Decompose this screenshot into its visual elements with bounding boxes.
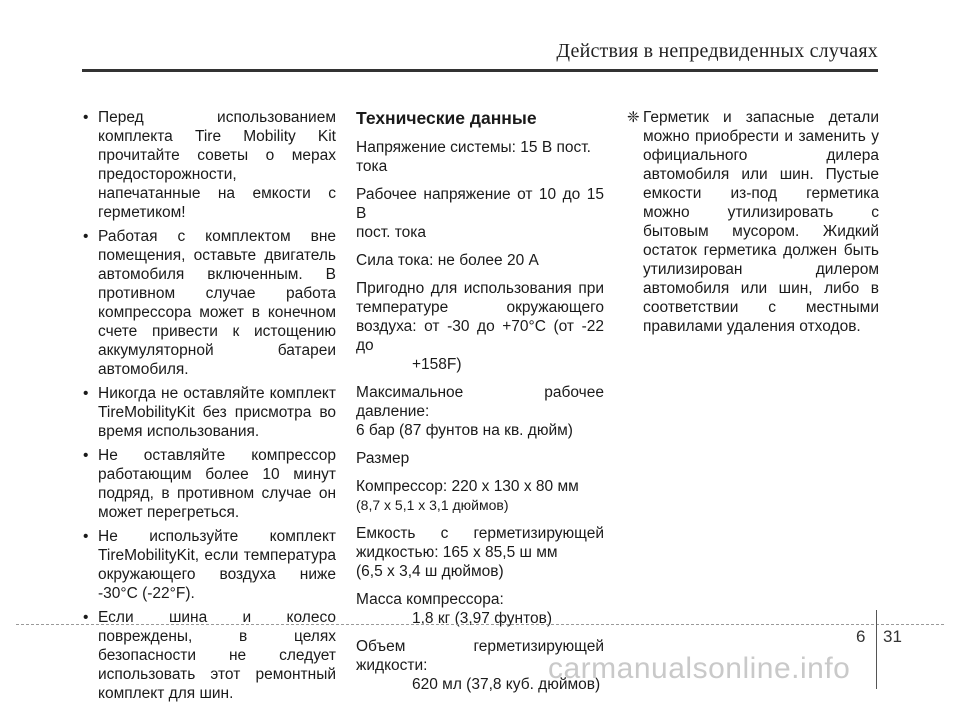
bullet-icon: • [83, 447, 89, 464]
list-item: • Работая с комплектом вне помещения, оставьте двигатель автомобиля включенным. В противном случае работа компрессора может в конечном счете привести к истощению аккумуляторной батареи автомобиля. [83, 228, 336, 378]
note-mark-icon: ❈ [627, 109, 640, 126]
spec-system-voltage: Напряжение системы: 15 В пост. тока [356, 139, 591, 175]
chapter-number: 6 [856, 627, 866, 646]
footer-rule [16, 624, 944, 625]
page-header-title: Действия в непредвиденных случаях [556, 40, 878, 62]
spec-compressor-size: Компрессор: 220 x 130 x 80 мм (8,7 x 5,1 x 3,1 дюймов) [356, 478, 579, 513]
bullet-icon: • [83, 528, 89, 545]
note-text: Герметик и запасные детали можно приобрести и заменить у официального дилера автомобиля или шин. Пустые емкости из-под герметика можно утилизировать с бытовым мусором. Жидкий остаток герметика должен быть утилизирован дилером автомобиля или шин, либо в соответствии с местными правилами удаления отходов. [643, 109, 879, 335]
right-column [627, 108, 879, 336]
page-number: 31 [883, 627, 902, 646]
bullet-icon: • [83, 609, 89, 626]
list-item: • Не используйте комплект TireMobilityKit, если температура окружающего воздуха ниже -30°C (-22°F). [83, 528, 336, 602]
sealant-note [627, 108, 879, 336]
watermark: carmanualsonline.info [548, 652, 851, 685]
spec-temperature-range: Пригодно для использования при температуре окружающего воздуха: от -30 до +70°C (от -22 до +158F) [356, 280, 604, 373]
spec-sealant-bottle-size: Емкость с герметизирующей жидкостью: 165 x 85,5 ш мм (6,5 x 3,4 ш дюймов) [356, 525, 604, 580]
spec-size-label: Размер [356, 450, 410, 467]
left-column [80, 108, 336, 708]
list-item: • Перед использованием комплекта Tire Mobility Kit прочитайте советы о мерах предосторожности, напечатанные на емкости с герметиком! [83, 109, 336, 221]
list-item: • Если шина и колесо повреждены, в целях безопасности не следует использовать этот ремонтный комплект для шин. [83, 609, 336, 702]
page-number-divider [876, 610, 877, 689]
spec-sealant-volume: Объем герметизирующей жидкости: 620 мл (37,8 куб. дюймов) [356, 638, 604, 693]
list-item: • Никогда не оставляйте комплект TireMobilityKit без присмотра во время использования. [83, 385, 336, 440]
spec-operating-voltage: Рабочее напряжение от 10 до 15 В пост. тока [356, 186, 604, 241]
bullet-icon: • [83, 385, 89, 402]
spec-max-pressure: Максимальное рабочее давление: 6 бар (87 фунтов на кв. дюйм) [356, 384, 604, 439]
section-heading: Технические данные [356, 108, 537, 128]
middle-column [356, 108, 604, 703]
spec-compressor-weight: Масса компрессора: 1,8 кг (3,97 фунтов) [356, 591, 553, 627]
header-rule [82, 69, 878, 72]
bullet-icon: • [83, 109, 89, 126]
bullet-icon: • [83, 228, 89, 245]
precautions-list [80, 108, 336, 703]
spec-current: Сила тока: не более 20 А [356, 252, 539, 269]
list-item: • Не оставляйте компрессор работающим более 10 минут подряд, в противном случае он может перегреться. [83, 447, 336, 521]
